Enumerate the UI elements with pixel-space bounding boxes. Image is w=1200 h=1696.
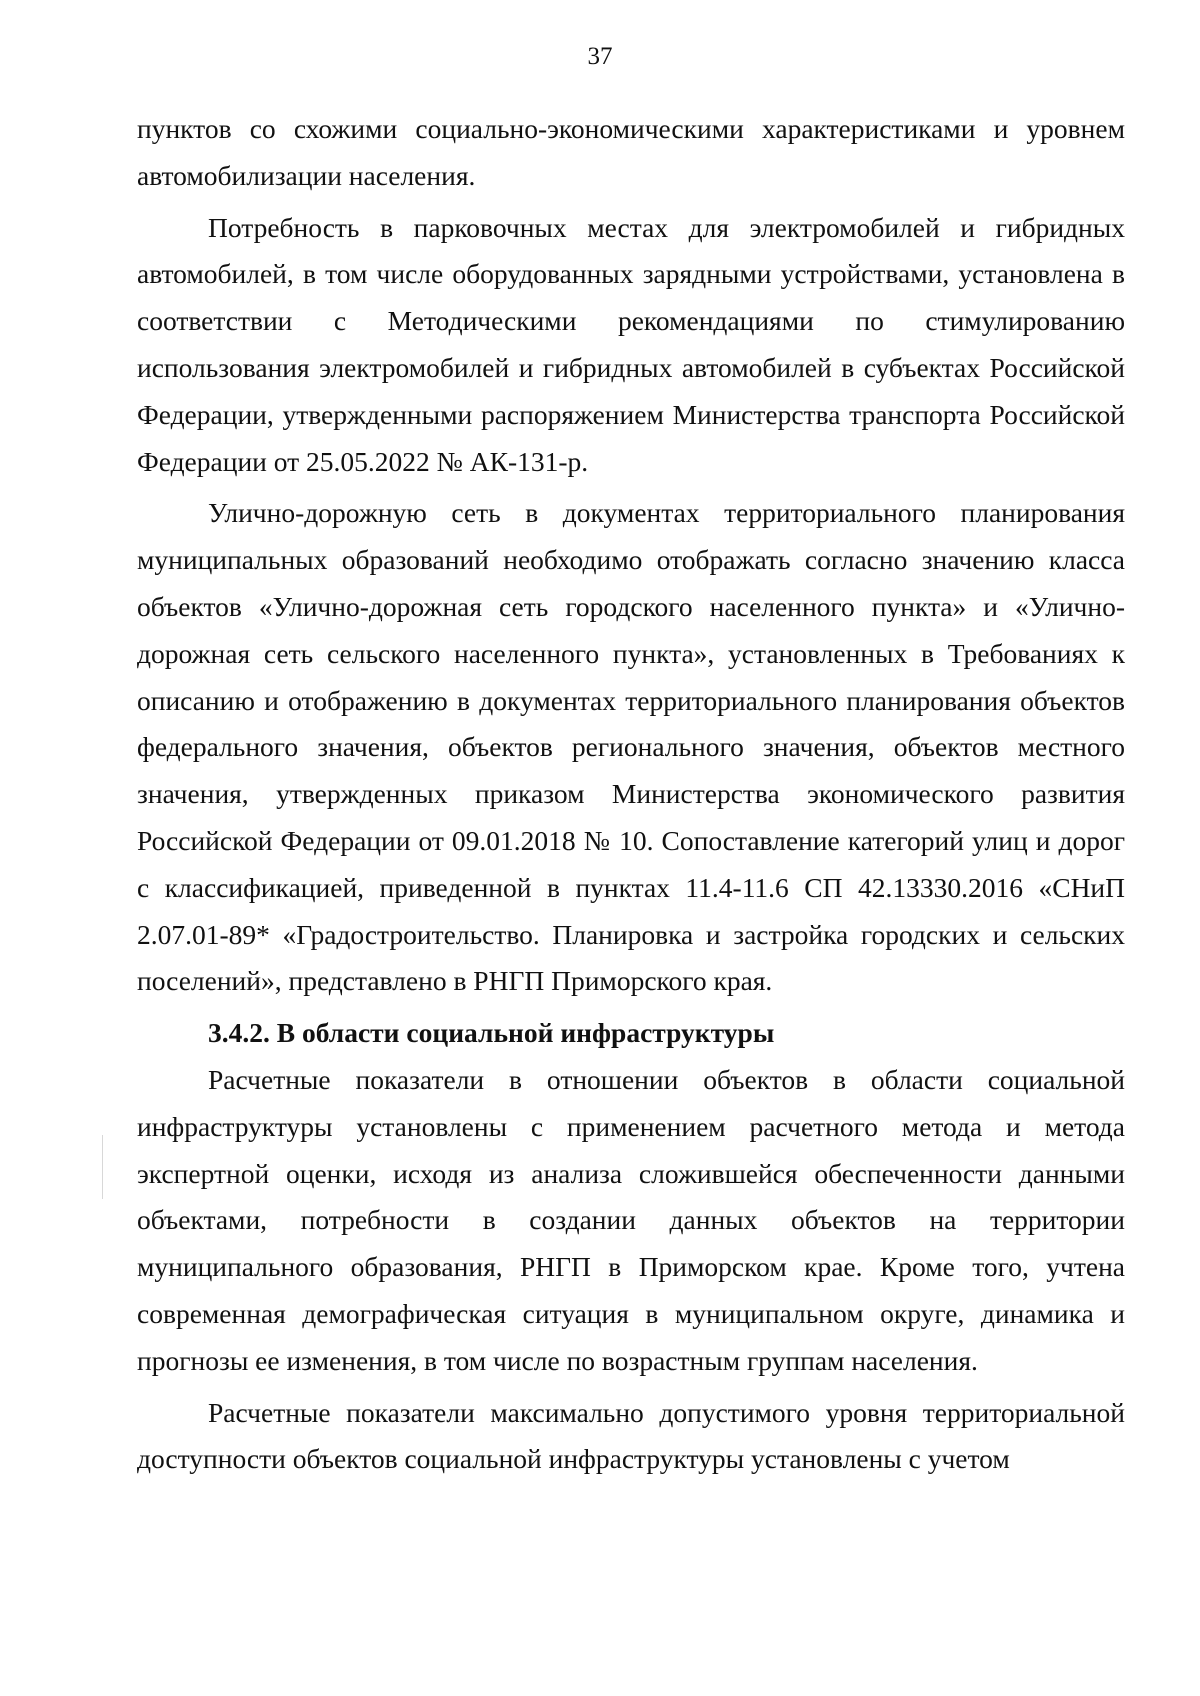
paragraph-street-road-network: Улично-дорожную сеть в документах территориального планирования муниципальных образований необходимо отображать согласно значению класса объектов «Улично-дорожная сеть городского населенного пункта» и «Улично-дорожная сеть сельского населенного пункта», установленных в Требованиях к описанию и отображению в документах территориального планирования объектов федерального значения, объектов регионального значения, объектов местного значения, утвержденных приказом Министерства экономического развития Российской Федерации от 09.01.2018 № 10. Сопоставление категорий улиц и дорог с классификацией, приведенной в пунктах 11.4-11.6 СП 42.13330.2016 «СНиП 2.07.01-89* «Градостроительство. Планировка и застройка городских и сельских поселений», представлено в РНГП Приморского края. bbox=[137, 497, 1125, 997]
document-body bbox=[137, 106, 1125, 1488]
page-number: 37 bbox=[587, 43, 613, 70]
scan-artifact-line bbox=[102, 1135, 103, 1199]
paragraph-territorial-accessibility: Расчетные показатели максимально допустимого уровня территориальной доступности объектов социальной инфраструктуры установлены с учетом bbox=[137, 1396, 1125, 1475]
paragraph-parking-electric-vehicles: Потребность в парковочных местах для электромобилей и гибридных автомобилей, в том числе оборудованных зарядными устройствами, установлена в соответствии с Методическими рекомендациями по стимулированию использования электромобилей и гибридных автомобилей в субъектах Российской Федерации, утвержденными распоряжением Министерства транспорта Российской Федерации от 25.05.2022 № АК-131-р. bbox=[137, 211, 1125, 477]
paragraph-social-infrastructure: Расчетные показатели в отношении объектов в области социальной инфраструктуры установлены с применением расчетного метода и метода экспертной оценки, исходя из анализа сложившейся обеспеченности данными объектами, потребности в создании данных объектов на территории муниципального образования, РНГП в Приморском крае. Кроме того, учтена современная демографическая ситуация в муниципальном округе, динамика и прогнозы ее изменения, в том числе по возрастным группам населения. bbox=[137, 1063, 1125, 1376]
paragraph-continuation: пунктов со схожими социально-экономическими характеристиками и уровнем автомобилизации населения. bbox=[137, 113, 1125, 191]
section-heading: 3.4.2. В области социальной инфраструктуры bbox=[208, 1017, 775, 1049]
